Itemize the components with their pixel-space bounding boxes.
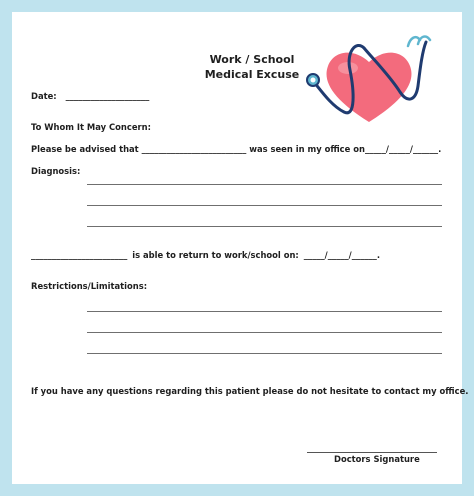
restrictions-line-3 — [87, 353, 442, 354]
signature-label: Doctors Signature — [334, 454, 420, 464]
advised-prefix: Please be advised that — [31, 144, 139, 154]
title-line-2: Medical Excuse — [204, 68, 300, 81]
date-label: Date: — [31, 91, 57, 101]
restrictions-label: Restrictions/Limitations: — [31, 281, 148, 291]
medical-excuse-form — [12, 12, 469, 484]
visit-date-blank: _____/_____/______. — [364, 144, 442, 154]
advised-middle: was seen in my office on — [249, 144, 365, 154]
diagnosis-line-2 — [87, 205, 442, 206]
diagnosis-line-3 — [87, 226, 442, 227]
date-blank: ____________________ — [65, 91, 150, 101]
restrictions-line-1 — [87, 311, 442, 312]
contact-note: If you have any questions regarding this patient please do not hesitate to contact my office. — [31, 386, 469, 396]
title-line-1: Work / School — [209, 53, 295, 66]
return-date-blank: _____/_____/______. — [303, 250, 381, 260]
patient-name-blank: _________________________ — [141, 144, 247, 154]
signature-line — [307, 452, 437, 453]
advised-line — [31, 144, 441, 154]
heart-stethoscope-icon — [304, 30, 434, 130]
date-field — [31, 91, 149, 101]
return-middle: is able to return to work/school on: — [132, 250, 299, 260]
diagnosis-label: Diagnosis: — [31, 166, 81, 176]
return-name-blank: _______________________ — [31, 250, 128, 260]
restrictions-line-2 — [87, 332, 442, 333]
diagnosis-line-1 — [87, 184, 442, 185]
salutation: To Whom It May Concern: — [31, 122, 151, 132]
return-line — [31, 250, 380, 260]
